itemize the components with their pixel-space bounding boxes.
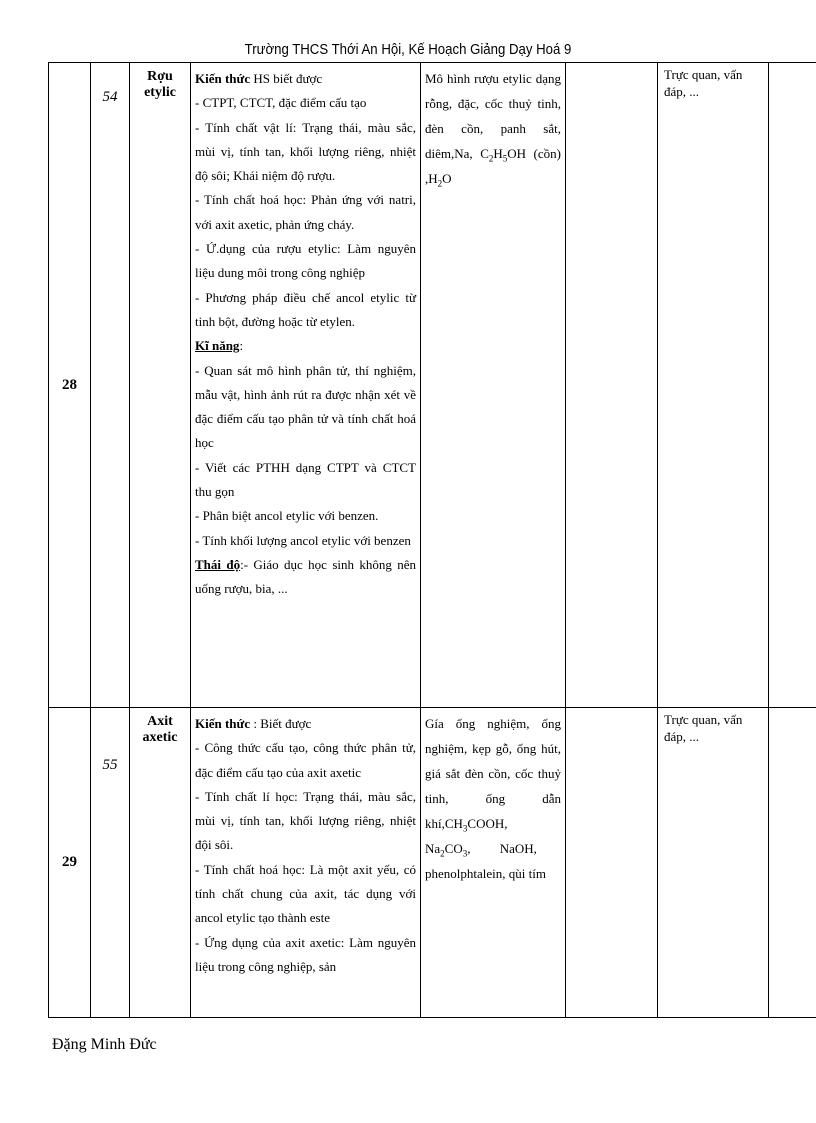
lesson-number: 28 bbox=[49, 63, 91, 708]
skills-line: - Viết các PTHH dạng CTPT và CTCT thu gọn bbox=[195, 459, 416, 500]
attitude-heading: Thái độ bbox=[195, 556, 241, 572]
table-row bbox=[49, 63, 816, 708]
knowledge-line: - Ứ.dụng của rượu etylic: Làm nguyên liệu dung môi trong công nghiệp bbox=[195, 241, 416, 281]
skills-heading: Kĩ năng bbox=[195, 338, 240, 354]
empty-cell bbox=[769, 708, 816, 1018]
skills-line: - Phân biệt ancol etylic với benzen. bbox=[195, 508, 379, 524]
knowledge-intro: : Biết được bbox=[250, 716, 312, 731]
empty-cell bbox=[769, 63, 816, 708]
knowledge-line: - Công thức cấu tạo, công thức phân tử, đặc điểm cấu tạo của axit axetic bbox=[195, 740, 416, 780]
lesson-content bbox=[191, 708, 421, 1018]
knowledge-line: - Tính chất hoá học: Là một axit yếu, có tính chất chung của axit, tác dụng với ancol etylic tạo thành este bbox=[195, 861, 416, 926]
knowledge-line: - Tính chất hoá học: Phản ứng với natri, với axit axetic, phản ứng cháy. bbox=[195, 192, 416, 232]
lesson-number: 29 bbox=[49, 708, 91, 1018]
skills-line: - Quan sát mô hình phân tử, thí nghiệm, mẫu vật, hình ảnh rút ra được nhận xét về đặc điểm cấu tạo phân tử và tính chất hoá học bbox=[195, 362, 416, 451]
lesson-plan-table bbox=[48, 62, 816, 1018]
knowledge-heading: Kiến thức bbox=[195, 716, 251, 731]
equipment-text: Gía ống nghiệm, ống nghiệm, kẹp gỗ, ống hút, giá sắt đèn cồn, cốc thuỷ tinh, ống dẫn khí,CH bbox=[425, 716, 561, 831]
period-number-text: 54 bbox=[102, 89, 118, 105]
lesson-topic: Rợu etylic bbox=[130, 63, 191, 708]
knowledge-line: - Ứng dụng của axit axetic: Làm nguyên liệu trong công nghiệp, sản bbox=[195, 934, 416, 974]
equipment-line: phenolphtalein, qùi tím bbox=[425, 866, 546, 881]
lesson-topic: Axit axetic bbox=[130, 708, 191, 1018]
method-cell: Trực quan, vấn đáp, ... bbox=[658, 708, 769, 1018]
lesson-content bbox=[191, 63, 421, 708]
page-header: Trường THCS Thới An Hội, Kế Hoạch Giảng Dạy Hoá 9 bbox=[244, 41, 572, 58]
attitude-text: :- Giáo dục học sinh không nên uống rượu, bia, ... bbox=[195, 556, 416, 597]
method-cell: Trực quan, vấn đáp, ... bbox=[658, 63, 769, 708]
equipment-cell: Gía ống nghiệm, ống nghiệm, kẹp gỗ, ống hút, giá sắt đèn cồn, cốc thuỷ tinh, ống dẫn $khí,CH_3COOH$, $Na_2CO_3$, NaOH, phenolphtalein, qùi tím bbox=[421, 708, 566, 1018]
knowledge-intro: HS biết được bbox=[250, 71, 323, 86]
empty-cell bbox=[566, 63, 658, 708]
table-row bbox=[49, 708, 816, 1018]
equipment-text: Mô hình rượu etylic dạng rỗng, đặc, cốc thuỷ tinh, đèn cồn, panh sắt, diêm,Na, bbox=[425, 71, 561, 161]
knowledge-line: - Tính chất lí học: Trạng thái, màu sắc, mùi vị, tính tan, khối lượng riêng, nhiệt đội sôi. bbox=[195, 788, 416, 853]
skills-suffix: : bbox=[239, 338, 244, 354]
skills-line: - Tính khối lượng ancol etylic với benzen bbox=[195, 532, 411, 548]
period-number bbox=[91, 708, 130, 1018]
knowledge-line: - Tính chất vật lí: Trạng thái, màu sắc, mùi vị, tính tan, khối lượng riêng, nhiệt độ sôi; Khái niệm độ rượu. bbox=[195, 119, 416, 184]
empty-cell bbox=[566, 708, 658, 1018]
equipment-formula: $C_2H_5OH$ (cồn) $,H_2O$ bbox=[425, 146, 561, 189]
author-name: Đặng Minh Đức bbox=[52, 1036, 157, 1053]
knowledge-line: - CTPT, CTCT, đặc điểm cấu tạo bbox=[195, 95, 367, 111]
knowledge-line: - Phương pháp điều chế ancol etylic từ tinh bột, đường hoặc từ etylen. bbox=[195, 289, 416, 329]
period-number bbox=[91, 63, 130, 708]
knowledge-heading: Kiến thức bbox=[195, 71, 251, 86]
equipment-cell bbox=[421, 63, 566, 708]
period-number-text: 55 bbox=[102, 757, 118, 773]
